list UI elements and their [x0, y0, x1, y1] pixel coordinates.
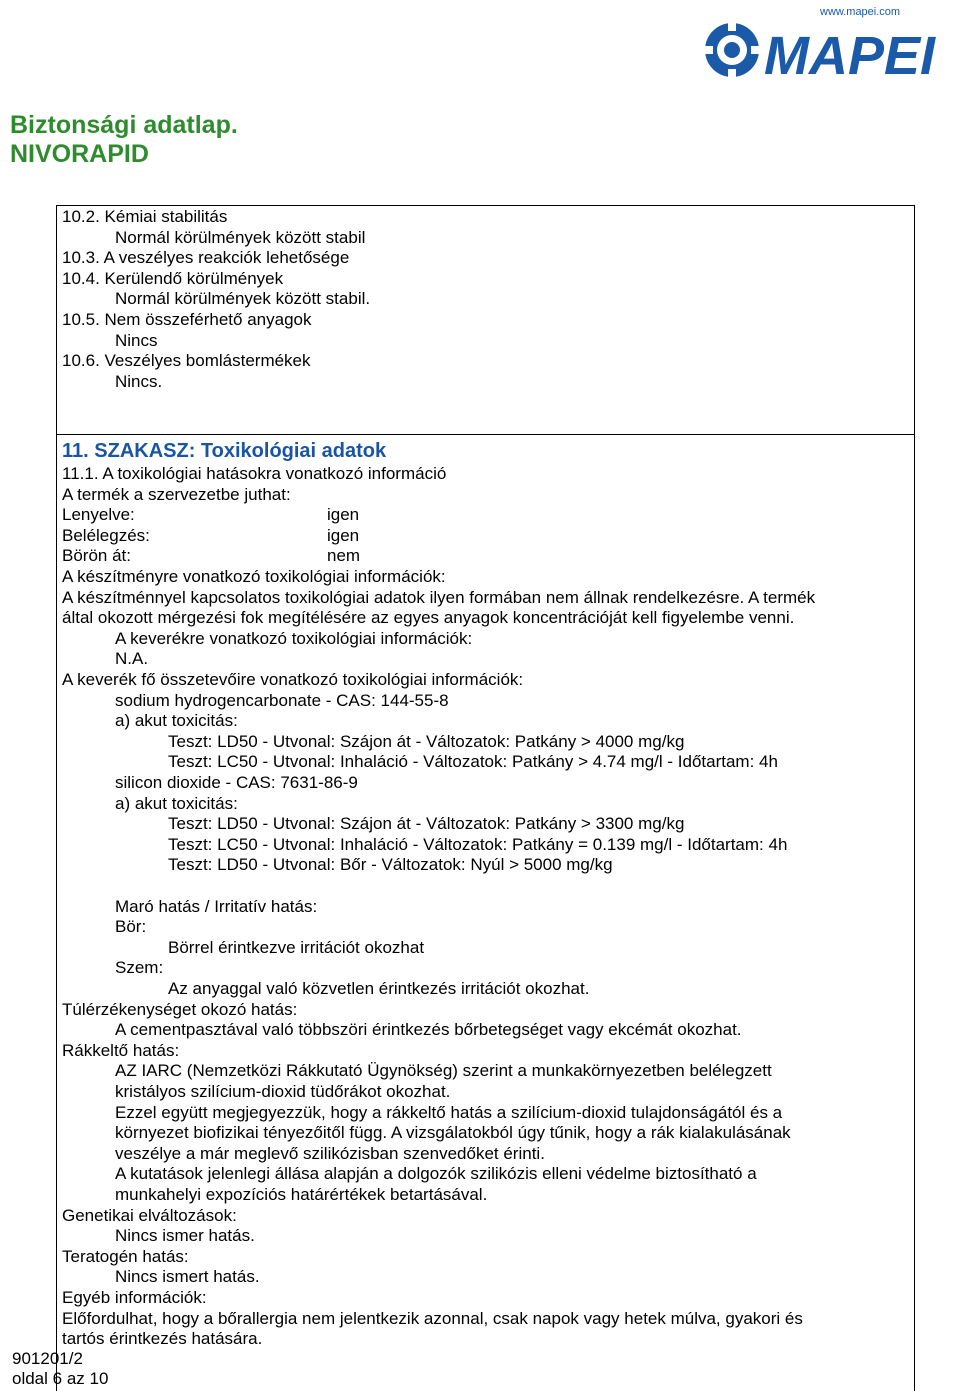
text-line: Ezzel együtt megjegyezzük, hogy a rákkeltő hatás a szilícium-dioxid tulajdonságától és a	[115, 1103, 783, 1122]
s10-line: Normál körülmények között stabil	[115, 228, 366, 247]
section-heading: 11. SZAKASZ: Toxikológiai adatok	[62, 440, 387, 462]
s10-line: 10.2. Kémiai stabilitás	[62, 207, 228, 226]
text-line: Börrel érintkezve irritációt okozhat	[168, 938, 425, 957]
test-result: Teszt: LD50 - Utvonal: Szájon át - Változatok: Patkány > 4000 mg/kg	[168, 732, 685, 751]
text-line: A készítménnyel kapcsolatos toxikológiai adatok ilyen formában nem állnak rendelkezésre. A termék	[62, 588, 816, 607]
s10-line: Normál körülmények között stabil.	[115, 289, 371, 308]
text-line: Az anyaggal való közvetlen érintkezés irritációt okozhat.	[168, 979, 590, 998]
text-line: kristályos szilícium-dioxid tüdőrákot okozhat.	[115, 1082, 451, 1101]
text-line: A keverék fő összetevőire vonatkozó toxikológiai információk:	[62, 670, 524, 689]
text-line: A készítményre vonatkozó toxikológiai információk:	[62, 567, 446, 586]
text-line: veszélye a már meglevő szilikózisban szenvedőket érinti.	[115, 1144, 545, 1163]
route-label: Börön át:	[62, 546, 131, 565]
page-number: oldal 6 az 10	[12, 1369, 109, 1388]
text-line: által okozott mérgezési fok megítélésére az egyes anyagok koncentrációját kell figyelembe venni.	[62, 608, 795, 627]
text-line: A termék a szervezetbe juthat:	[62, 485, 291, 504]
text-line: Teratogén hatás:	[62, 1247, 189, 1266]
brand-name: MAPEI	[764, 26, 936, 86]
text-line: Szem:	[115, 958, 164, 977]
text-line: Maró hatás / Irritatív hatás:	[115, 897, 318, 916]
route-label: Belélegzés:	[62, 526, 150, 545]
route-label: Lenyelve:	[62, 505, 135, 524]
s10-line: 10.6. Veszélyes bomlástermékek	[62, 351, 311, 370]
subsection-title: 11.1. A toxikológiai hatásokra vonatkozó információ	[62, 464, 447, 483]
test-result: Teszt: LC50 - Utvonal: Inhaláció - Változatok: Patkány = 0.139 mg/l - Időtartam: 4h	[168, 835, 788, 854]
text-line: N.A.	[115, 649, 149, 668]
mapei-logo	[690, 4, 952, 90]
text-line: Bör:	[115, 917, 147, 936]
test-result: Teszt: LD50 - Utvonal: Szájon át - Változatok: Patkány > 3300 mg/kg	[168, 814, 685, 833]
text-line: Egyéb információk:	[62, 1288, 207, 1307]
document-code: 901201/2	[12, 1349, 83, 1368]
text-line: A kutatások jelenlegi állása alapján a dolgozók szilikózis elleni védelme biztosítható a	[115, 1164, 757, 1183]
s10-line: Nincs	[115, 331, 158, 350]
component-name: sodium hydrogencarbonate - CAS: 144-55-8	[115, 691, 449, 710]
text-line: A cementpasztával való többszöri érintkezés bőrbetegséget vagy ekcémát okozhat.	[115, 1020, 742, 1039]
text-line: Előfordulhat, hogy a bőrallergia nem jelentkezik azonnal, csak napok vagy hetek múlva, gyakori és	[62, 1309, 803, 1328]
text-line: Rákkeltő hatás:	[62, 1041, 180, 1060]
test-result: Teszt: LD50 - Utvonal: Bőr - Változatok: Nyúl > 5000 mg/kg	[168, 855, 613, 874]
text-line: Nincs ismert hatás.	[115, 1267, 260, 1286]
text-line: a) akut toxicitás:	[115, 711, 238, 730]
text-line: munkahelyi expozíciós határértékek betartásával.	[115, 1185, 488, 1204]
text-line: tartós érintkezés hatására.	[62, 1329, 263, 1348]
text-line: Nincs ismer hatás.	[115, 1226, 255, 1245]
s10-line: Nincs.	[115, 372, 163, 391]
route-value: igen	[327, 526, 360, 545]
route-value: igen	[327, 505, 360, 524]
text-line: környezet biofizikai tényezőitől függ. A vizsgálatokból úgy tűnik, hogy a rák kialakulásának	[115, 1123, 791, 1142]
s10-line: 10.4. Kerülendő körülmények	[62, 269, 284, 288]
route-value: nem	[327, 546, 361, 565]
s10-line: 10.5. Nem összeférhető anyagok	[62, 310, 312, 329]
s10-line: 10.3. A veszélyes reakciók lehetősége	[62, 248, 350, 267]
text-line: a) akut toxicitás:	[115, 794, 238, 813]
text-line: Genetikai elváltozások:	[62, 1206, 237, 1225]
text-line: AZ IARC (Nemzetközi Rákkutató Ügynökség) szerint a munkakörnyezetben belélegzett	[115, 1061, 772, 1080]
component-name: silicon dioxide - CAS: 7631-86-9	[115, 773, 358, 792]
text-line: A keverékre vonatkozó toxikológiai információk:	[115, 629, 473, 648]
product-name: NIVORAPID	[10, 140, 149, 168]
section-divider	[56, 434, 914, 435]
text-line: Túlérzékenységet okozó hatás:	[62, 1000, 298, 1019]
document-title: Biztonsági adatlap.	[10, 111, 238, 139]
logo-url: www.mapei.com	[820, 6, 901, 18]
test-result: Teszt: LC50 - Utvonal: Inhaláció - Változatok: Patkány > 4.74 mg/l - Időtartam: 4h	[168, 752, 778, 771]
